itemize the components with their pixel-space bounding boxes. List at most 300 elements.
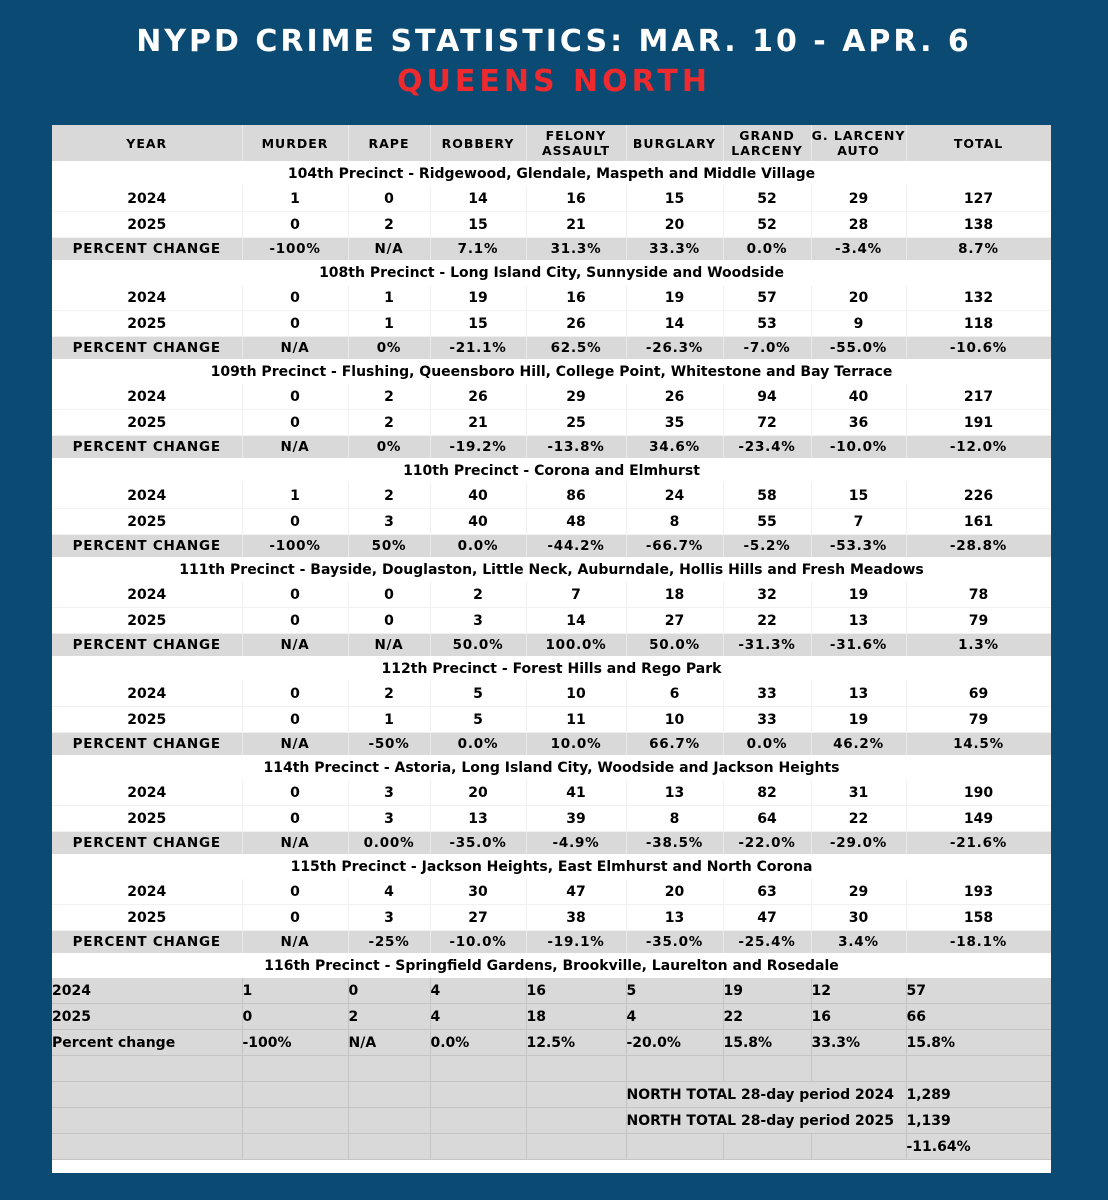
table-cell: 5 (626, 978, 723, 1004)
column-header: ROBBERY (430, 125, 526, 161)
empty-cell (52, 1056, 242, 1082)
year-2024-row (52, 384, 1051, 410)
table-cell: 21 (526, 212, 626, 238)
empty-cell (348, 1056, 430, 1082)
table-cell: 40 (430, 509, 526, 535)
table-cell: 100.0% (526, 634, 626, 657)
year-2024-row (52, 582, 1051, 608)
year-2024-row (52, 483, 1051, 509)
table-cell: 33 (723, 707, 811, 733)
table-cell: N/A (242, 634, 348, 657)
table-cell: 0 (242, 780, 348, 806)
table-cell: -23.4% (723, 436, 811, 459)
table-cell: N/A (242, 931, 348, 954)
table-cell: 0 (242, 384, 348, 410)
percent-change-row (52, 337, 1051, 360)
north-total-label: NORTH TOTAL 28-day period 2024 (626, 1082, 906, 1108)
north-total-2025-row (52, 1108, 1051, 1134)
table-cell: 161 (906, 509, 1051, 535)
precinct-name: 104th Precinct - Ridgewood, Glendale, Maspeth and Middle Village (52, 161, 1051, 186)
row-label: 2024 (52, 582, 242, 608)
table-cell: 1 (242, 978, 348, 1004)
table-cell: 30 (811, 905, 906, 931)
table-cell: 13 (430, 806, 526, 832)
table-cell: 2 (430, 582, 526, 608)
row-label: 2025 (52, 509, 242, 535)
column-header: BURGLARY (626, 125, 723, 161)
empty-cell (811, 1134, 906, 1160)
year-2025-row (52, 311, 1051, 337)
row-label: 2024 (52, 681, 242, 707)
table-cell: 0.0% (430, 733, 526, 756)
table-cell: 10.0% (526, 733, 626, 756)
percent-change-row (52, 1030, 1051, 1056)
row-label: 2025 (52, 1004, 242, 1030)
table-cell: 35 (626, 410, 723, 436)
precinct-name: 111th Precinct - Bayside, Douglaston, Little Neck, Auburndale, Hollis Hills and Fresh Meadows (52, 557, 1051, 582)
row-label: Percent change (52, 1030, 242, 1056)
percent-change-row (52, 931, 1051, 954)
table-cell: 64 (723, 806, 811, 832)
table-cell: -21.6% (906, 832, 1051, 855)
empty-cell (52, 1134, 242, 1160)
empty-cell (430, 1082, 526, 1108)
table-cell: -10.6% (906, 337, 1051, 360)
year-2025-row (52, 410, 1051, 436)
table-cell: 0 (242, 212, 348, 238)
blank-row (52, 1056, 1051, 1082)
precinct-name-row (52, 161, 1051, 186)
table-cell: 1 (242, 186, 348, 212)
table-cell: 52 (723, 212, 811, 238)
row-label: PERCENT CHANGE (52, 931, 242, 954)
table-cell: 5 (430, 707, 526, 733)
table-cell: 0.0% (723, 733, 811, 756)
table-cell: -35.0% (430, 832, 526, 855)
table-cell: -3.4% (811, 238, 906, 261)
table-cell: 2 (348, 681, 430, 707)
table-cell: 190 (906, 780, 1051, 806)
table-cell: 4 (348, 879, 430, 905)
table-cell: 2 (348, 410, 430, 436)
table-cell: 16 (526, 186, 626, 212)
table-cell: 16 (811, 1004, 906, 1030)
table-cell: -25.4% (723, 931, 811, 954)
year-2024-row (52, 186, 1051, 212)
table-cell: 27 (626, 608, 723, 634)
table-cell: 0 (348, 978, 430, 1004)
table-cell: 0 (242, 582, 348, 608)
table-cell: 8 (626, 806, 723, 832)
row-label: 2025 (52, 608, 242, 634)
table-cell: 118 (906, 311, 1051, 337)
table-cell: 191 (906, 410, 1051, 436)
row-label: 2025 (52, 212, 242, 238)
table-cell: 3 (348, 780, 430, 806)
table-cell: 79 (906, 608, 1051, 634)
table-cell: 40 (430, 483, 526, 509)
percent-change-row (52, 733, 1051, 756)
row-label: 2024 (52, 186, 242, 212)
table-cell: 39 (526, 806, 626, 832)
table-cell: 15 (430, 311, 526, 337)
table-cell: 4 (626, 1004, 723, 1030)
table-cell: 19 (723, 978, 811, 1004)
table-cell: 12.5% (526, 1030, 626, 1056)
row-label: PERCENT CHANGE (52, 238, 242, 261)
table-cell: 3 (430, 608, 526, 634)
table-cell: 33.3% (811, 1030, 906, 1056)
table-cell: 14 (626, 311, 723, 337)
precinct-name: 110th Precinct - Corona and Elmhurst (52, 458, 1051, 483)
table-cell: 3 (348, 806, 430, 832)
empty-cell (430, 1056, 526, 1082)
table-cell: -12.0% (906, 436, 1051, 459)
table-cell: 62.5% (526, 337, 626, 360)
year-2024-row (52, 780, 1051, 806)
year-2025-row (52, 806, 1051, 832)
table-cell: 149 (906, 806, 1051, 832)
table-cell: 28 (811, 212, 906, 238)
table-cell: N/A (348, 1030, 430, 1056)
table-cell: 127 (906, 186, 1051, 212)
table-cell: -25% (348, 931, 430, 954)
table-cell: 40 (811, 384, 906, 410)
table-cell: -100% (242, 1030, 348, 1056)
table-cell: 63 (723, 879, 811, 905)
table-cell: 13 (811, 681, 906, 707)
table-cell: 69 (906, 681, 1051, 707)
table-cell: 53 (723, 311, 811, 337)
table-cell: 12 (811, 978, 906, 1004)
empty-cell (526, 1108, 626, 1134)
row-label: 2024 (52, 483, 242, 509)
table-cell: 20 (626, 212, 723, 238)
table-cell: 10 (526, 681, 626, 707)
table-cell: -19.2% (430, 436, 526, 459)
table-cell: -4.9% (526, 832, 626, 855)
table-cell: 15 (811, 483, 906, 509)
table-cell: 11 (526, 707, 626, 733)
table-cell: 22 (723, 1004, 811, 1030)
empty-cell (348, 1134, 430, 1160)
precinct-name-row (52, 755, 1051, 780)
table-cell: 86 (526, 483, 626, 509)
table-cell: 72 (723, 410, 811, 436)
table-cell: -66.7% (626, 535, 723, 558)
percent-change-row (52, 634, 1051, 657)
table-cell: 31 (811, 780, 906, 806)
table-cell: 3 (348, 509, 430, 535)
crime-stats-table (52, 125, 1051, 1160)
table-cell: -21.1% (430, 337, 526, 360)
precinct-name: 115th Precinct - Jackson Heights, East Elmhurst and North Corona (52, 854, 1051, 879)
table-cell: 0.0% (430, 535, 526, 558)
table-cell: -31.3% (723, 634, 811, 657)
year-2025-row (52, 1004, 1051, 1030)
table-cell: 21 (430, 410, 526, 436)
table-cell: 22 (811, 806, 906, 832)
table-cell: -28.8% (906, 535, 1051, 558)
empty-cell (526, 1056, 626, 1082)
empty-cell (626, 1056, 723, 1082)
empty-cell (52, 1082, 242, 1108)
table-cell: 79 (906, 707, 1051, 733)
table-cell: 94 (723, 384, 811, 410)
table-cell: 15.8% (906, 1030, 1051, 1056)
table-cell: 0 (348, 582, 430, 608)
table-cell: 3 (348, 905, 430, 931)
table-cell: 14 (526, 608, 626, 634)
table-cell: -7.0% (723, 337, 811, 360)
table-cell: 0.00% (348, 832, 430, 855)
table-cell: 9 (811, 311, 906, 337)
table-cell: 41 (526, 780, 626, 806)
empty-cell (723, 1134, 811, 1160)
table-cell: 0 (242, 1004, 348, 1030)
table-cell: 25 (526, 410, 626, 436)
table-cell: N/A (242, 337, 348, 360)
table-cell: 0 (242, 681, 348, 707)
table-cell: -38.5% (626, 832, 723, 855)
table-cell: 3.4% (811, 931, 906, 954)
percent-change-row (52, 535, 1051, 558)
year-2024-row (52, 978, 1051, 1004)
table-cell: 7.1% (430, 238, 526, 261)
table-cell: 31.3% (526, 238, 626, 261)
empty-cell (906, 1056, 1051, 1082)
row-label: PERCENT CHANGE (52, 832, 242, 855)
table-cell: 6 (626, 681, 723, 707)
table-cell: 26 (526, 311, 626, 337)
north-total-value: 1,289 (906, 1082, 1051, 1108)
column-header: RAPE (348, 125, 430, 161)
row-label: 2025 (52, 905, 242, 931)
table-cell: 2 (348, 483, 430, 509)
year-2025-row (52, 509, 1051, 535)
table-cell: 158 (906, 905, 1051, 931)
table-cell: 82 (723, 780, 811, 806)
table-cell: 4 (430, 1004, 526, 1030)
table-cell: 29 (811, 186, 906, 212)
table-cell: 66.7% (626, 733, 723, 756)
table-cell: 1 (348, 285, 430, 311)
table-cell: 0 (348, 608, 430, 634)
table-cell: 47 (526, 879, 626, 905)
table-cell: 16 (526, 285, 626, 311)
table-cell: 50.0% (626, 634, 723, 657)
table-cell: 1 (348, 707, 430, 733)
table-cell: 50% (348, 535, 430, 558)
table-cell: 38 (526, 905, 626, 931)
table-cell: 29 (811, 879, 906, 905)
table-cell: 26 (430, 384, 526, 410)
column-header: MURDER (242, 125, 348, 161)
column-header: G. LARCENY AUTO (811, 125, 906, 161)
table-cell: -31.6% (811, 634, 906, 657)
empty-cell (242, 1082, 348, 1108)
table-cell: 13 (626, 905, 723, 931)
empty-cell (430, 1134, 526, 1160)
year-2025-row (52, 707, 1051, 733)
table-cell: 15.8% (723, 1030, 811, 1056)
table-cell: 14 (430, 186, 526, 212)
table-cell: 26 (626, 384, 723, 410)
precinct-name: 108th Precinct - Long Island City, Sunnyside and Woodside (52, 260, 1051, 285)
table-cell: 34.6% (626, 436, 723, 459)
table-cell: 2 (348, 212, 430, 238)
table-cell: -22.0% (723, 832, 811, 855)
table-cell: 7 (526, 582, 626, 608)
table-cell: -13.8% (526, 436, 626, 459)
table-cell: 32 (723, 582, 811, 608)
table-cell: -29.0% (811, 832, 906, 855)
table-cell: -19.1% (526, 931, 626, 954)
table-cell: 226 (906, 483, 1051, 509)
row-label: 2024 (52, 384, 242, 410)
table-cell: 50.0% (430, 634, 526, 657)
north-total-2024-row (52, 1082, 1051, 1108)
table-cell: N/A (242, 436, 348, 459)
table-cell: 29 (526, 384, 626, 410)
table-cell: 217 (906, 384, 1051, 410)
empty-cell (430, 1108, 526, 1134)
table-cell: -100% (242, 535, 348, 558)
empty-cell (811, 1056, 906, 1082)
row-label: 2025 (52, 806, 242, 832)
empty-cell (348, 1082, 430, 1108)
year-2024-row (52, 681, 1051, 707)
table-cell: 15 (430, 212, 526, 238)
table-cell: 2 (348, 384, 430, 410)
precinct-name-row (52, 557, 1051, 582)
table-cell: -5.2% (723, 535, 811, 558)
precinct-name-row (52, 458, 1051, 483)
table-cell: 19 (430, 285, 526, 311)
table-cell: 0 (242, 707, 348, 733)
table-cell: 20 (430, 780, 526, 806)
empty-cell (242, 1108, 348, 1134)
table-cell: 24 (626, 483, 723, 509)
precinct-name-row (52, 854, 1051, 879)
table-cell: 1.3% (906, 634, 1051, 657)
table-cell: N/A (242, 733, 348, 756)
table-cell: 33.3% (626, 238, 723, 261)
table-cell: 1 (242, 483, 348, 509)
year-2024-row (52, 285, 1051, 311)
table-cell: 193 (906, 879, 1051, 905)
table-cell: 0 (348, 186, 430, 212)
table-cell: 36 (811, 410, 906, 436)
row-label: 2025 (52, 707, 242, 733)
table-cell: 33 (723, 681, 811, 707)
table-cell: N/A (242, 832, 348, 855)
table-cell: 27 (430, 905, 526, 931)
north-total-change-row (52, 1134, 1051, 1160)
percent-change-row (52, 238, 1051, 261)
table-cell: -26.3% (626, 337, 723, 360)
table-cell: 15 (626, 186, 723, 212)
table-cell: 0.0% (430, 1030, 526, 1056)
table-cell: 7 (811, 509, 906, 535)
table-cell: N/A (348, 634, 430, 657)
table-cell: 48 (526, 509, 626, 535)
empty-cell (52, 1108, 242, 1134)
table-cell: 66 (906, 1004, 1051, 1030)
column-header: YEAR (52, 125, 242, 161)
empty-cell (526, 1082, 626, 1108)
table-cell: 5 (430, 681, 526, 707)
empty-cell (626, 1134, 723, 1160)
precinct-name-row (52, 359, 1051, 384)
empty-cell (242, 1134, 348, 1160)
table-cell: 14.5% (906, 733, 1051, 756)
row-label: 2025 (52, 311, 242, 337)
table-cell: -35.0% (626, 931, 723, 954)
table-cell: 22 (723, 608, 811, 634)
precinct-name-row (52, 656, 1051, 681)
table-cell: 16 (526, 978, 626, 1004)
table-cell: 8 (626, 509, 723, 535)
table-cell: 0.0% (723, 238, 811, 261)
table-cell: 0 (242, 285, 348, 311)
column-header: GRAND LARCENY (723, 125, 811, 161)
table-cell: 19 (626, 285, 723, 311)
column-header: TOTAL (906, 125, 1051, 161)
table-cell: 18 (626, 582, 723, 608)
row-label: PERCENT CHANGE (52, 634, 242, 657)
row-label: PERCENT CHANGE (52, 337, 242, 360)
precinct-name: 112th Precinct - Forest Hills and Rego Park (52, 656, 1051, 681)
header-row (52, 125, 1051, 161)
north-total-value: 1,139 (906, 1108, 1051, 1134)
north-total-change: -11.64% (906, 1134, 1051, 1160)
table-cell: 13 (811, 608, 906, 634)
table-cell: 0 (242, 879, 348, 905)
table-cell: 52 (723, 186, 811, 212)
precinct-name: 114th Precinct - Astoria, Long Island City, Woodside and Jackson Heights (52, 755, 1051, 780)
table-cell: 58 (723, 483, 811, 509)
table-cell: 57 (906, 978, 1051, 1004)
table-cell: 57 (723, 285, 811, 311)
year-2025-row (52, 608, 1051, 634)
column-header: FELONY ASSAULT (526, 125, 626, 161)
row-label: 2024 (52, 978, 242, 1004)
row-label: PERCENT CHANGE (52, 436, 242, 459)
table-cell: -55.0% (811, 337, 906, 360)
year-2025-row (52, 905, 1051, 931)
table-cell: -20.0% (626, 1030, 723, 1056)
table-cell: 10 (626, 707, 723, 733)
table-cell: 55 (723, 509, 811, 535)
table-cell: 8.7% (906, 238, 1051, 261)
crime-stats-table-container (52, 125, 1051, 1173)
table-cell: -10.0% (430, 931, 526, 954)
table-cell: 0 (242, 806, 348, 832)
empty-cell (348, 1108, 430, 1134)
table-cell: 13 (626, 780, 723, 806)
table-cell: 0 (242, 608, 348, 634)
row-label: PERCENT CHANGE (52, 733, 242, 756)
table-cell: 0% (348, 337, 430, 360)
table-cell: 18 (526, 1004, 626, 1030)
year-2025-row (52, 212, 1051, 238)
table-cell: 4 (430, 978, 526, 1004)
table-cell: -10.0% (811, 436, 906, 459)
precinct-name-row (52, 260, 1051, 285)
table-cell: 30 (430, 879, 526, 905)
row-label: 2025 (52, 410, 242, 436)
